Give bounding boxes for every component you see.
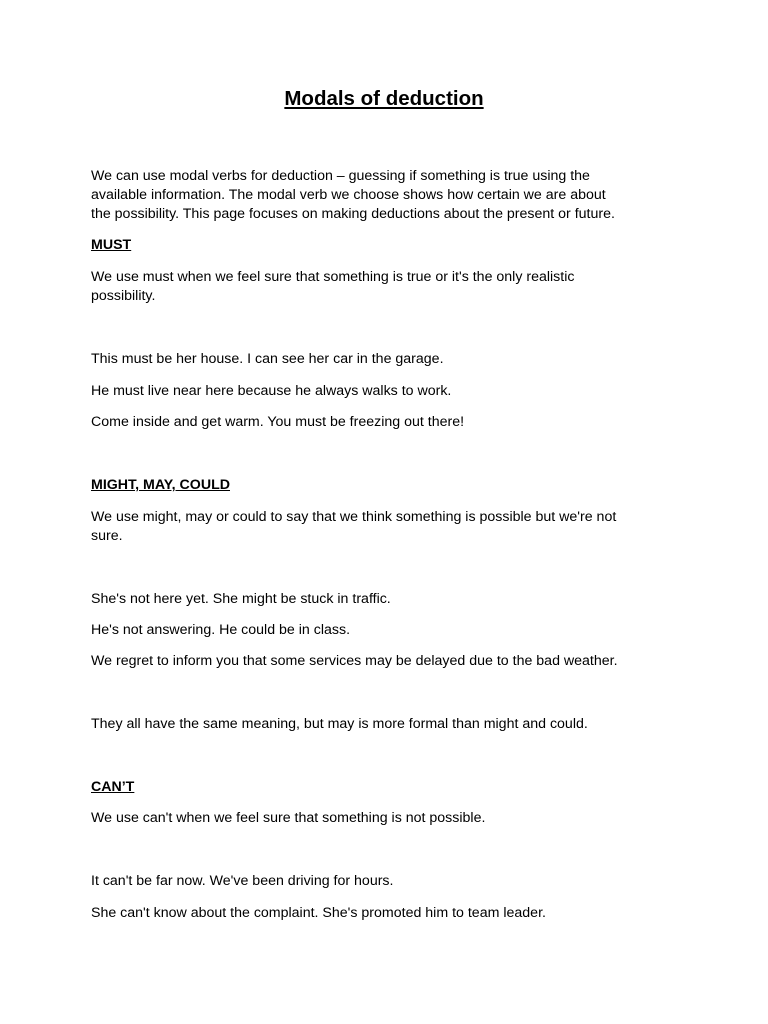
section-heading-must: MUST xyxy=(91,237,132,253)
might-note: They all have the same meaning, but may is more formal than might and could. xyxy=(91,716,588,732)
intro-line-1: We can use modal verbs for deduction – guessing if something is true using the xyxy=(91,168,590,184)
cant-explanation-line-1: We use can't when we feel sure that something is not possible. xyxy=(91,810,486,826)
might-example-1: She's not here yet. She might be stuck in traffic. xyxy=(91,591,391,607)
might-example-3: We regret to inform you that some services may be delayed due to the bad weather. xyxy=(91,653,618,669)
section-heading-cant: CAN’T xyxy=(91,779,135,795)
section-heading-might-may-could: MIGHT, MAY, COULD xyxy=(91,477,230,493)
must-example-3: Come inside and get warm. You must be freezing out there! xyxy=(91,414,465,430)
must-explanation-line-2: possibility. xyxy=(91,288,156,304)
might-example-2: He's not answering. He could be in class. xyxy=(91,622,351,638)
might-explanation-line-2: sure. xyxy=(91,528,123,544)
cant-example-1: It can't be far now. We've been driving for hours. xyxy=(91,873,394,889)
intro-line-2: available information. The modal verb we choose shows how certain we are about xyxy=(91,187,606,203)
must-example-1: This must be her house. I can see her car in the garage. xyxy=(91,351,444,367)
might-explanation-line-1: We use might, may or could to say that we think something is possible but we're not xyxy=(91,509,617,525)
cant-example-2: She can't know about the complaint. She's promoted him to team leader. xyxy=(91,905,546,921)
page-title: Modals of deduction xyxy=(284,87,484,110)
must-example-2: He must live near here because he always walks to work. xyxy=(91,383,452,399)
intro-line-3: the possibility. This page focuses on making deductions about the present or future. xyxy=(91,206,615,222)
must-explanation-line-1: We use must when we feel sure that something is true or it's the only realistic xyxy=(91,269,575,285)
